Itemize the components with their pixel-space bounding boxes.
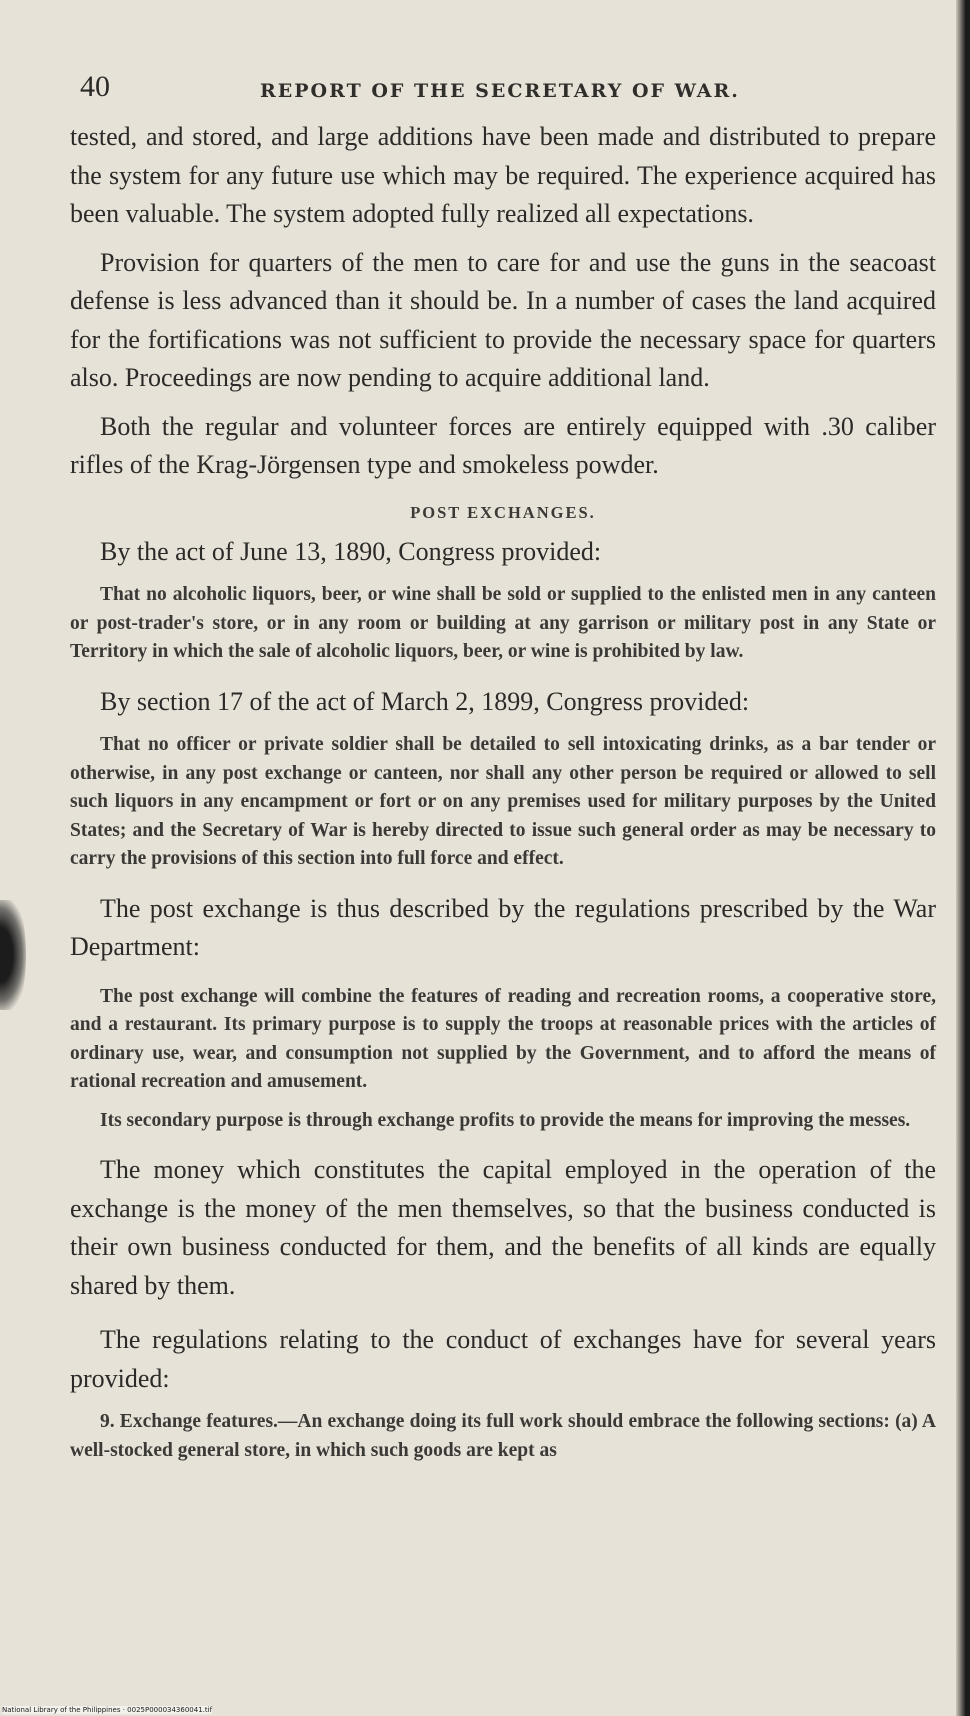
paragraph-act-1890: By the act of June 13, 1890, Congress provided: bbox=[100, 536, 602, 566]
paragraph-capital: The money which constitutes the capital employed in the operation of the exchange is the money of the men themselves, so that the business conducted is their own business conducted for them, and the benefits of all kinds are equally shared by them. bbox=[70, 1155, 936, 1300]
running-title: REPORT OF THE SECRETARY OF WAR. bbox=[260, 80, 740, 102]
quote-exchange-features: 9. Exchange features.—An exchange doing its full work should embrace the following sections: (a) A well-stocked general store, in which such goods are kept as bbox=[70, 1411, 936, 1461]
paragraph-continuation: tested, and stored, and large additions have been made and distributed to prepare the system for any future use which may be required. The experience acquired has been valuable. The system adopted fully realized all expectations. bbox=[70, 122, 936, 228]
quote-act-1899: That no officer or private soldier shall be detailed to sell intoxicating drinks, as a bar tender or otherwise, in any post exchange or canteen, nor shall any other person be required or allowed to sell such liquors in any encampment or fort or on any premises used for military purposes by the United States; and the Secretary of War is hereby directed to issue such general order as may be necessary to carry the provisions of this section into full force and effect. bbox=[70, 734, 936, 869]
paragraph-regulations-intro: The post exchange is thus described by the regulations prescribed by the War Department: bbox=[70, 893, 936, 961]
running-head bbox=[70, 62, 936, 118]
paragraph-quarters: Provision for quarters of the men to care for and use the guns in the seacoast defense is less advanced than it should be. In a number of cases the land acquired for the fortifications was not sufficient to provide the necessary space for quarters also. Proceedings are now pending to acquire additional land. bbox=[70, 247, 936, 392]
section-heading: POST EXCHANGES. bbox=[410, 502, 596, 522]
page-number: 40 bbox=[80, 70, 110, 103]
page-content bbox=[70, 62, 936, 1465]
paragraph-rifles: Both the regular and volunteer forces are entirely equipped with .30 caliber rifles of the Krag-Jörgensen type and smokeless powder. bbox=[70, 411, 936, 479]
page-edge-shadow bbox=[956, 0, 970, 1716]
paragraph-regulations-provided: The regulations relating to the conduct of exchanges have for several years provided: bbox=[70, 1325, 936, 1393]
paragraph-act-1899: By section 17 of the act of March 2, 1899, Congress provided: bbox=[100, 686, 750, 716]
binding-shadow bbox=[0, 900, 26, 1010]
quote-act-1890: That no alcoholic liquors, beer, or wine shall be sold or supplied to the enlisted men in any canteen or post-trader's store, or in any room or building at any garrison or military post in any State or Territory in which the sale of alcoholic liquors, beer, or wine is prohibited by law. bbox=[70, 584, 936, 662]
scan-credit: National Library of the Philippines · 0025P000034360041.tif bbox=[2, 1706, 213, 1714]
quote-secondary-purpose: Its secondary purpose is through exchange profits to provide the means for improving the messes. bbox=[100, 1109, 911, 1131]
quote-exchange-description: The post exchange will combine the features of reading and recreation rooms, a cooperative store, and a restaurant. Its primary purpose is to supply the troops at reasonable prices with the articles of ordinary use, wear, and consumption not supplied by the Government, and to afford the means of rational recreation and amusement. bbox=[70, 985, 936, 1092]
